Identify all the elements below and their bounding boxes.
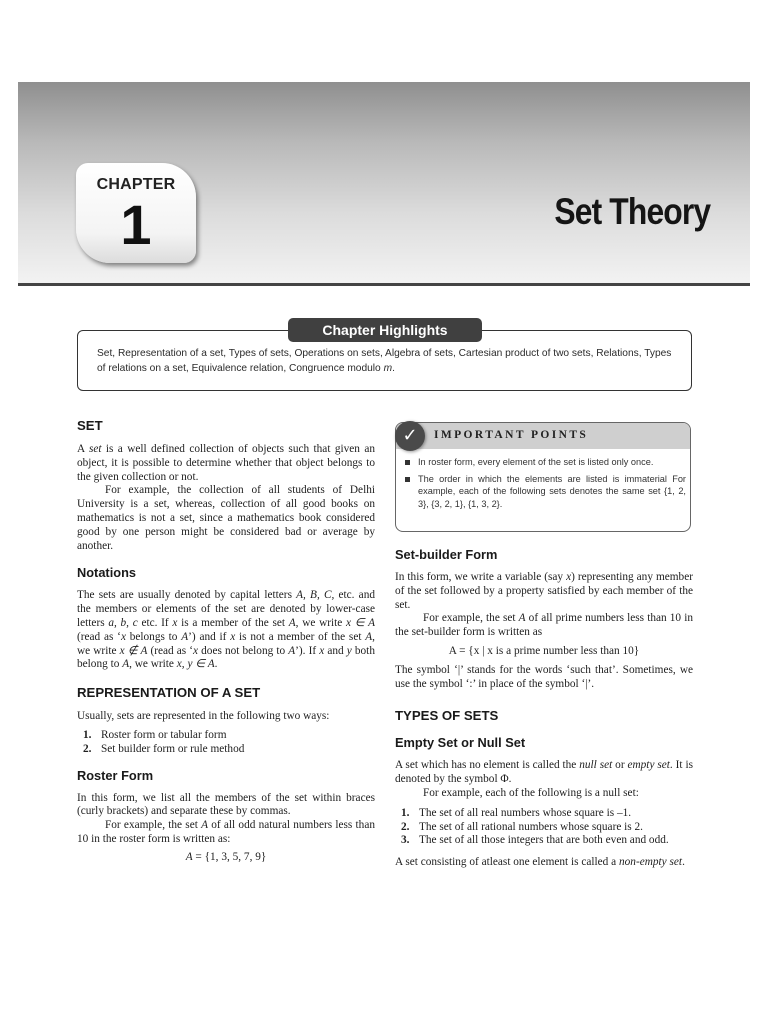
notations-text: The sets are usually denoted by capital letters A, B, C, etc. and the members or elements of the set are denoted by lower-case letters a, b, c etc. If x is a member of the set A, we write x ∈ A (read as ‘x belongs to A’) and if x is not a member of the set A, we write x ∉ A (read as ‘x does not belong to A’). If x and y both belong to A, we write x, y ∈ A.	[77, 589, 376, 671]
roster-description: In this form, we list all the members of the set within braces (curly brackets) and separate these by commas.	[77, 791, 375, 818]
set-builder-equation: A = {x | x is a prime number less than 10}	[448, 644, 640, 657]
set-builder-description: In this form, we write a variable (say x) representing any member of the set followed by a property satisfied by each member of the set.	[395, 571, 693, 611]
subheading-empty-set: Empty Set or Null Set	[395, 735, 526, 751]
chapter-highlights-text: Set, Representation of a set, Types of sets, Operations on sets, Algebra of sets, Cartesian product of two sets, Relations, Types of relations on a set, Equivalence relation, Congruence modulo m.	[97, 348, 672, 374]
non-empty-set-definition: A set consisting of atleast one element is called a non-empty set.	[395, 856, 685, 869]
set-definition: A set is a well defined collection of objects such that given an object, it is possible to determine whether that object belongs to the given collection or not.	[77, 443, 375, 483]
list-item: The order in which the elements are listed is immaterial For example, each of the following sets denotes the same set {1, 2, 3}, {3, 2, 1}, {1, 3, 2}.	[404, 473, 686, 511]
roster-equation: A = {1, 3, 5, 7, 9}	[185, 850, 267, 863]
section-heading-set: SET	[77, 418, 103, 433]
right-column	[395, 422, 693, 870]
list-item: 1. Roster form or tabular form	[83, 728, 227, 741]
checkmark-icon: ✓	[395, 421, 425, 451]
subheading-set-builder-form: Set-builder Form	[395, 547, 498, 562]
representation-intro: Usually, sets are represented in the following two ways:	[77, 710, 330, 723]
list-item: 3. The set of all those integers that are both even and odd.	[401, 834, 669, 847]
such-that-note: The symbol ‘|’ stands for the words ‘such that’. Sometimes, we use the symbol ‘:’ in place of the symbol ‘|’.	[395, 663, 693, 690]
list-item: In roster form, every element of the set is listed only once.	[404, 456, 686, 469]
section-heading-representation: REPRESENTATION OF A SET	[77, 685, 261, 701]
chapter-title: Set Theory	[554, 191, 710, 232]
banner-divider	[18, 283, 750, 286]
chapter-number: 1	[120, 193, 152, 256]
subheading-roster-form: Roster Form	[77, 767, 154, 783]
important-points-box	[395, 422, 691, 532]
important-points-header	[396, 423, 690, 449]
set-example: For example, the collection of all students of Delhi University is a set, whereas, collection of all good books on mathematics is not a set, since a mathematics book considered good by one person might be considered bad or average by another.	[77, 484, 375, 552]
null-set-list	[395, 807, 693, 848]
chapter-label: CHAPTER	[96, 176, 176, 193]
list-item: 1. The set of all real numbers whose square is –1.	[401, 806, 632, 819]
chapter-highlights-heading: Chapter Highlights	[288, 318, 482, 342]
chapter-tab	[76, 163, 196, 263]
subheading-notations: Notations	[77, 565, 137, 581]
roster-example: For example, the set A of all odd natural numbers less than 10 in the roster form is written as:	[77, 819, 375, 845]
empty-set-example: For example, each of the following is a null set:	[423, 786, 639, 799]
list-item: 2. Set builder form or rule method	[83, 742, 245, 755]
section-heading-types-of-sets: TYPES OF SETS	[395, 708, 499, 724]
representation-list	[77, 729, 375, 757]
set-builder-example: For example, the set A of all prime numbers less than 10 in the set-builder form is written as	[395, 612, 693, 639]
important-points-title: IMPORTANT POINTS	[434, 429, 589, 441]
list-item: 2. The set of all rational numbers whose square is 2.	[401, 820, 643, 833]
left-column	[77, 418, 375, 865]
important-points-list	[404, 456, 686, 514]
empty-set-definition: A set which has no element is called the null set or empty set. It is denoted by the symbol Φ.	[395, 759, 693, 786]
